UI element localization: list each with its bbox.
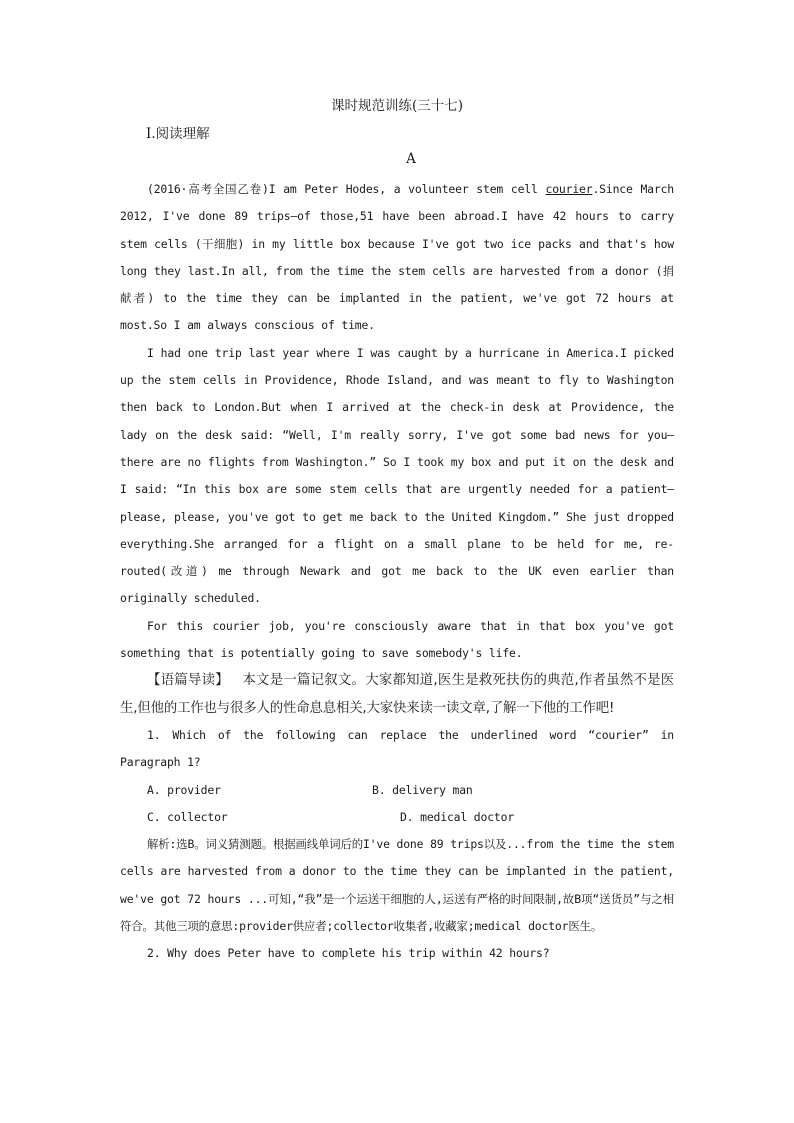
passage-paragraph-1 [120,176,674,340]
p1-before: (2016·高考全国乙卷)I am Peter Hodes, a volunteer stem cell [147,182,546,196]
passage-paragraph-3: For this courier job, you're consciously aware that in that box you've got something that is potentially going to save somebody's life. [120,618,674,661]
option-b: B. delivery man [372,782,473,797]
guide-text: 本文是一篇记叙文。大家都知道,医生是救死扶伤的典范,作者虽然不是医生,但他的工作也与很多人的性命息息相关,大家快来读一读文章,了解一下他的工作吧! [120,673,674,716]
question-2: 2. Why does Peter have to complete his trip within 42 hours? [147,946,550,961]
page-title: 课时规范训练(三十七) [330,98,464,114]
options-row-2 [120,804,674,831]
p1-after: .Since March 2012, I've done 89 trips—of those,51 have been abroad.I have 42 hours to carry stem cells (干细胞) in my little box because I've got two ice packs and that's how long they last.In all, from the time the stem cells are harvested from a donor (捐献者) to the time they can be implanted in the patient, we've got 72 hours at most.So I am always conscious of time. [120,182,674,333]
option-c: C. collector [147,809,228,824]
guide-label: 【语篇导读】 [147,673,229,689]
options-row-1 [120,777,674,804]
section-heading: Ⅰ.阅读理解 [146,126,210,142]
question-1: 1. Which of the following can replace the underlined word “courier” in Paragraph 1? [120,727,674,770]
analysis-1: 解析:选B。词义猜测题。根据画线单词后的I've done 89 trips以及...from the time the stem cells are harvested from a donor to the time they can be implanted in the patient, we've got 72 hours ...可知,“我”是一个运送干细胞的人,运送有严格的时间限制,故B项“送货员”与之相符合。其他三项的意思:provider供应者;collector收集者,收藏家;medical doctor医生。 [120,837,674,934]
option-d: D. medical doctor [400,809,515,824]
option-a: A. provider [147,782,221,797]
passage-paragraph-2: I had one trip last year where I was caught by a hurricane in America.I picked up the stem cells in Providence, Rhode Island, and was meant to fly to Washington then back to London.But when I arrived at the check-in desk at Providence, the lady on the desk said: “Well, I'm really sorry, I've got some bad news for you—there are no flights from Washington.” So I took my box and put it on the desk and I said: “In this box are some stem cells that are urgently needed for a patient—please, please, you've got to get me back to the United Kingdom.” She just dropped everything.She arranged for a flight on a small plane to be held for me, re-routed(改道) me through Newark and got me back to the UK even earlier than originally scheduled. [120,345,674,606]
underlined-word-courier: courier [545,182,593,196]
passage-label: A [406,151,416,167]
reading-guide [120,667,674,722]
document-body [120,176,674,968]
